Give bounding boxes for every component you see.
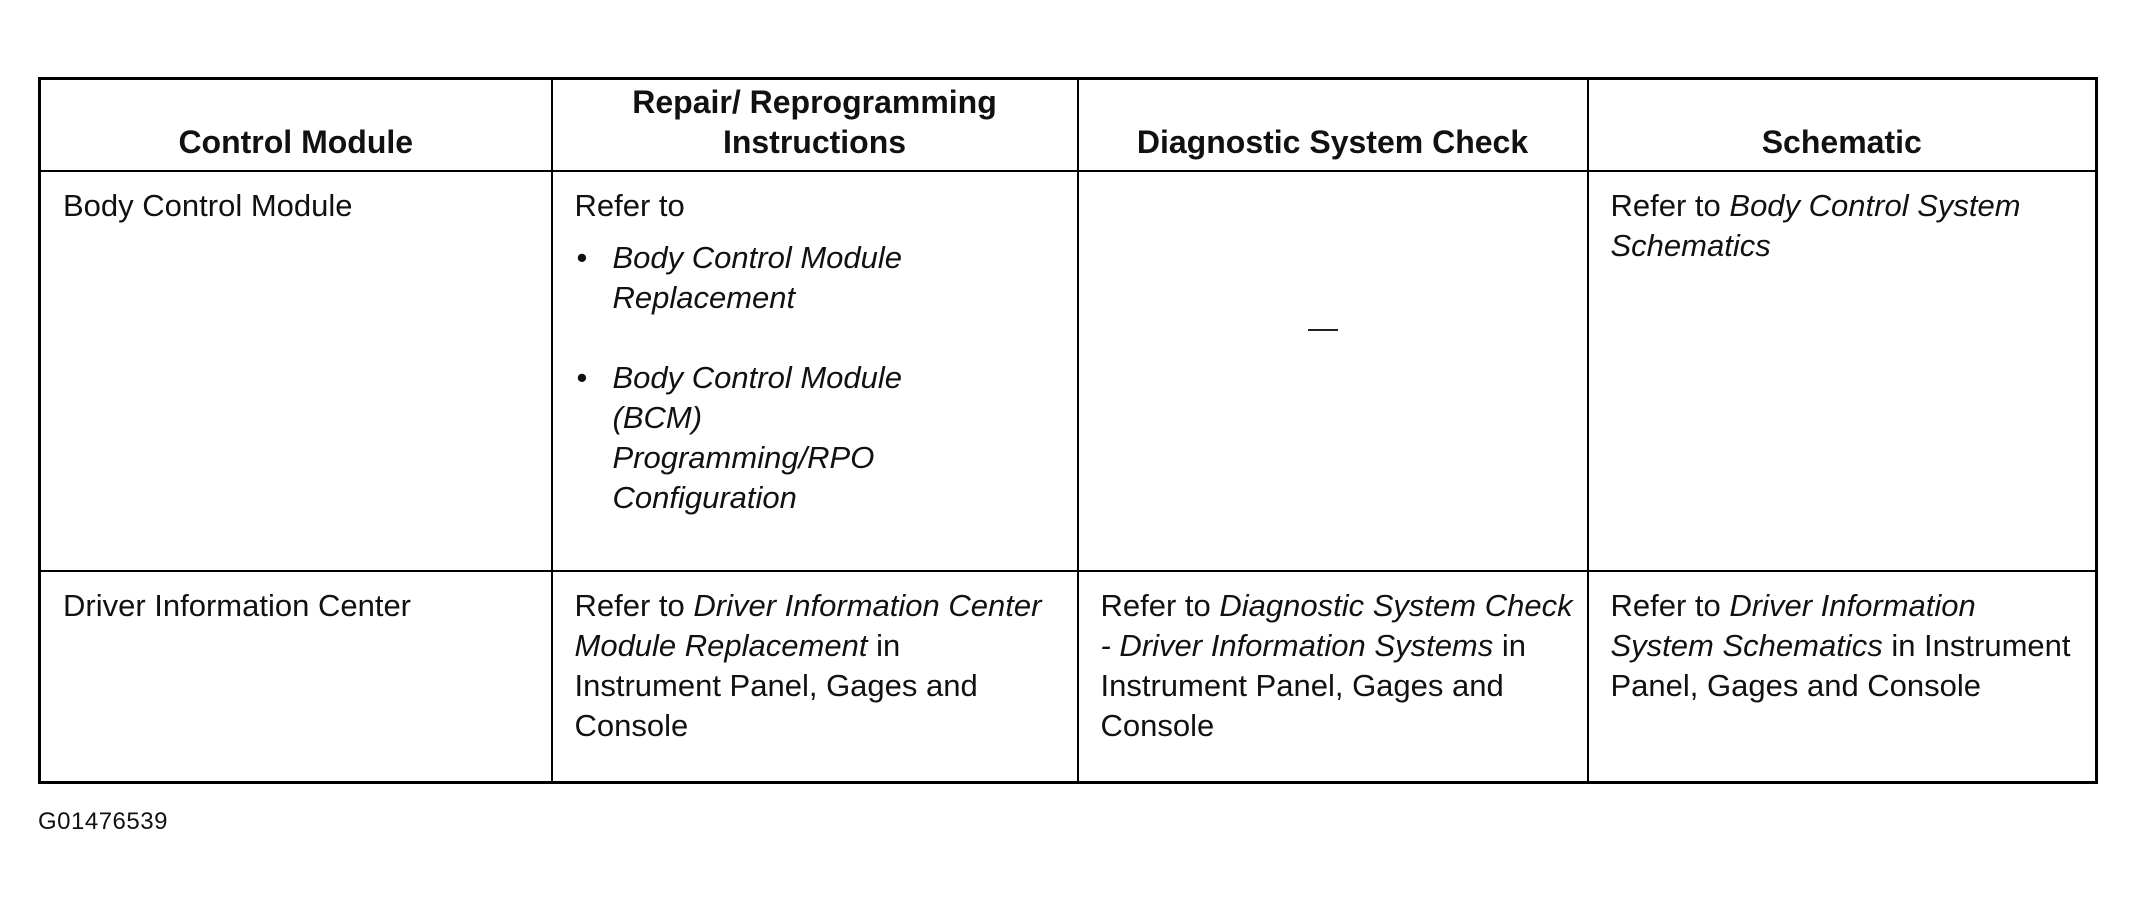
module-name: Body Control Module (63, 187, 353, 223)
cell-repair (552, 171, 1078, 571)
table-row (40, 171, 2097, 571)
list-item (576, 238, 1055, 318)
repair-prefix: Refer to (574, 187, 685, 223)
diagnostic-prefix: Refer to (1100, 587, 1220, 623)
bullet-icon: • (576, 359, 588, 395)
schematic-ref: Driver Information System Schematics (1610, 587, 1976, 663)
repair-prefix: Refer to (574, 587, 694, 623)
repair-link-bcm-replacement: Body Control Module Replacement (612, 239, 902, 315)
cell-diagnostic (1078, 571, 1588, 783)
table-header-row (40, 79, 2097, 171)
header-schematic: Schematic (1588, 79, 2097, 171)
module-name: Driver Information Center (63, 587, 412, 623)
list-item (576, 358, 1055, 518)
header-repair-text: Repair/ Reprogramming Instructions (632, 83, 997, 160)
repair-link-bcm-programming: Body Control Module (BCM) Programming/RPO Configuration (612, 359, 902, 515)
schematic-suffix: in Instrument Panel, Gages and Console (1610, 627, 2071, 703)
repair-suffix: in Instrument Panel, Gages and Console (574, 627, 978, 743)
diagnostic-ref: Diagnostic System Check - Driver Information Systems (1100, 587, 1573, 663)
cell-repair (552, 571, 1078, 783)
empty-dash (1308, 329, 1338, 331)
cell-schematic (1588, 571, 2097, 783)
header-diagnostic-check: Diagnostic System Check (1078, 79, 1588, 171)
bullet-icon: • (576, 239, 588, 275)
module-reference-table (38, 77, 2098, 784)
repair-bullet-list (575, 238, 1055, 518)
cell-schematic (1588, 171, 2097, 571)
cell-module (40, 571, 552, 783)
repair-ref: Driver Information Center Module Replacement (574, 587, 1042, 663)
figure-id: G01476539 (38, 808, 168, 835)
table-row (40, 571, 2097, 783)
header-repair-instructions (552, 79, 1078, 171)
header-control-module: Control Module (40, 79, 552, 171)
cell-module (40, 171, 552, 571)
schematic-prefix: Refer to (1610, 187, 1730, 223)
schematic-prefix: Refer to (1610, 587, 1730, 623)
diagnostic-suffix: in Instrument Panel, Gages and Console (1100, 627, 1527, 743)
schematic-ref: Body Control System Schematics (1610, 187, 2021, 263)
cell-diagnostic (1078, 171, 1588, 571)
